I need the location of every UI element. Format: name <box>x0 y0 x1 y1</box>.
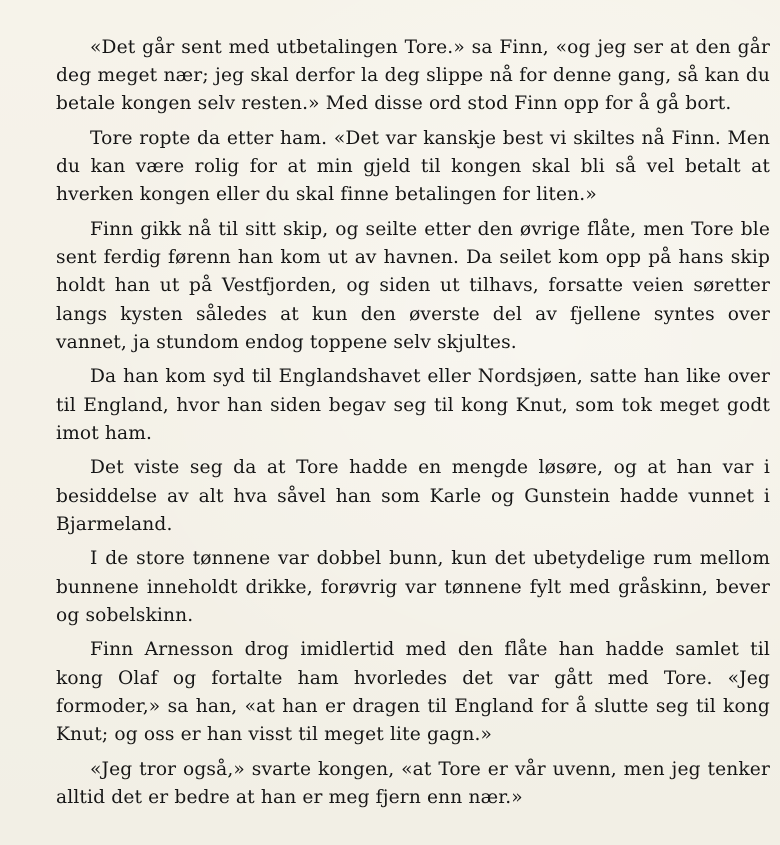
paragraph-1: «Det går sent med utbetalingen Tore.» sa Finn, «og jeg ser at den går deg meget nær; jeg skal derfor la deg slippe nå for denne gang, så kan du betale kongen selv resten.» Med disse ord stod Finn opp for å gå bort. <box>56 37 770 115</box>
paragraph-8: «Jeg tror også,» svarte kongen, «at Tore er vår uvenn, men jeg tenker alltid det er bedre at han er meg fjern enn nær.» <box>56 758 770 808</box>
paragraph-4: Da han kom syd til Englandshavet eller Nordsjøen, satte han like over til England, hvor han siden begav seg til kong Knut, som tok meget godt imot ham. <box>56 366 770 444</box>
paragraph-3: Finn gikk nå til sitt skip, og seilte etter den øvrige flåte, men Tore ble sent ferdig førenn han kom ut av havnen. Da seilet kom opp på hans skip holdt han ut på Vestfjorden, og siden ut tilhavs, forsatte veien søretter langs kysten således at kun den øverste del av fjellene syntes over vannet, ja stundom endog toppene selv skjultes. <box>56 219 770 353</box>
paragraph-7: Finn Arnesson drog imidlertid med den flåte han hadde samlet til kong Olaf og fortalte ham hvorledes det var gått med Tore. «Jeg formoder,» sa han, «at han er dragen til England for å slutte seg til kong Knut; og oss er han visst til meget lite gagn.» <box>56 639 770 746</box>
paragraph-2: Tore ropte da etter ham. «Det var kanskje best vi skiltes nå Finn. Men du kan være rolig for at min gjeld til kongen skal bli så vel betalt at hverken kongen eller du skal finne betalingen for liten.» <box>56 128 770 206</box>
page-text <box>56 34 770 812</box>
paragraph-6: I de store tønnene var dobbel bunn, kun det ubetydelige rum mellom bunnene inneholdt drikke, forøvrig var tønnene fylt med gråskinn, bever og sobelskinn. <box>56 548 770 626</box>
paragraph-5: Det viste seg da at Tore hadde en mengde løsøre, og at han var i besiddelse av alt hva såvel han som Karle og Gunstein hadde vunnet i Bjarmeland. <box>56 457 770 535</box>
